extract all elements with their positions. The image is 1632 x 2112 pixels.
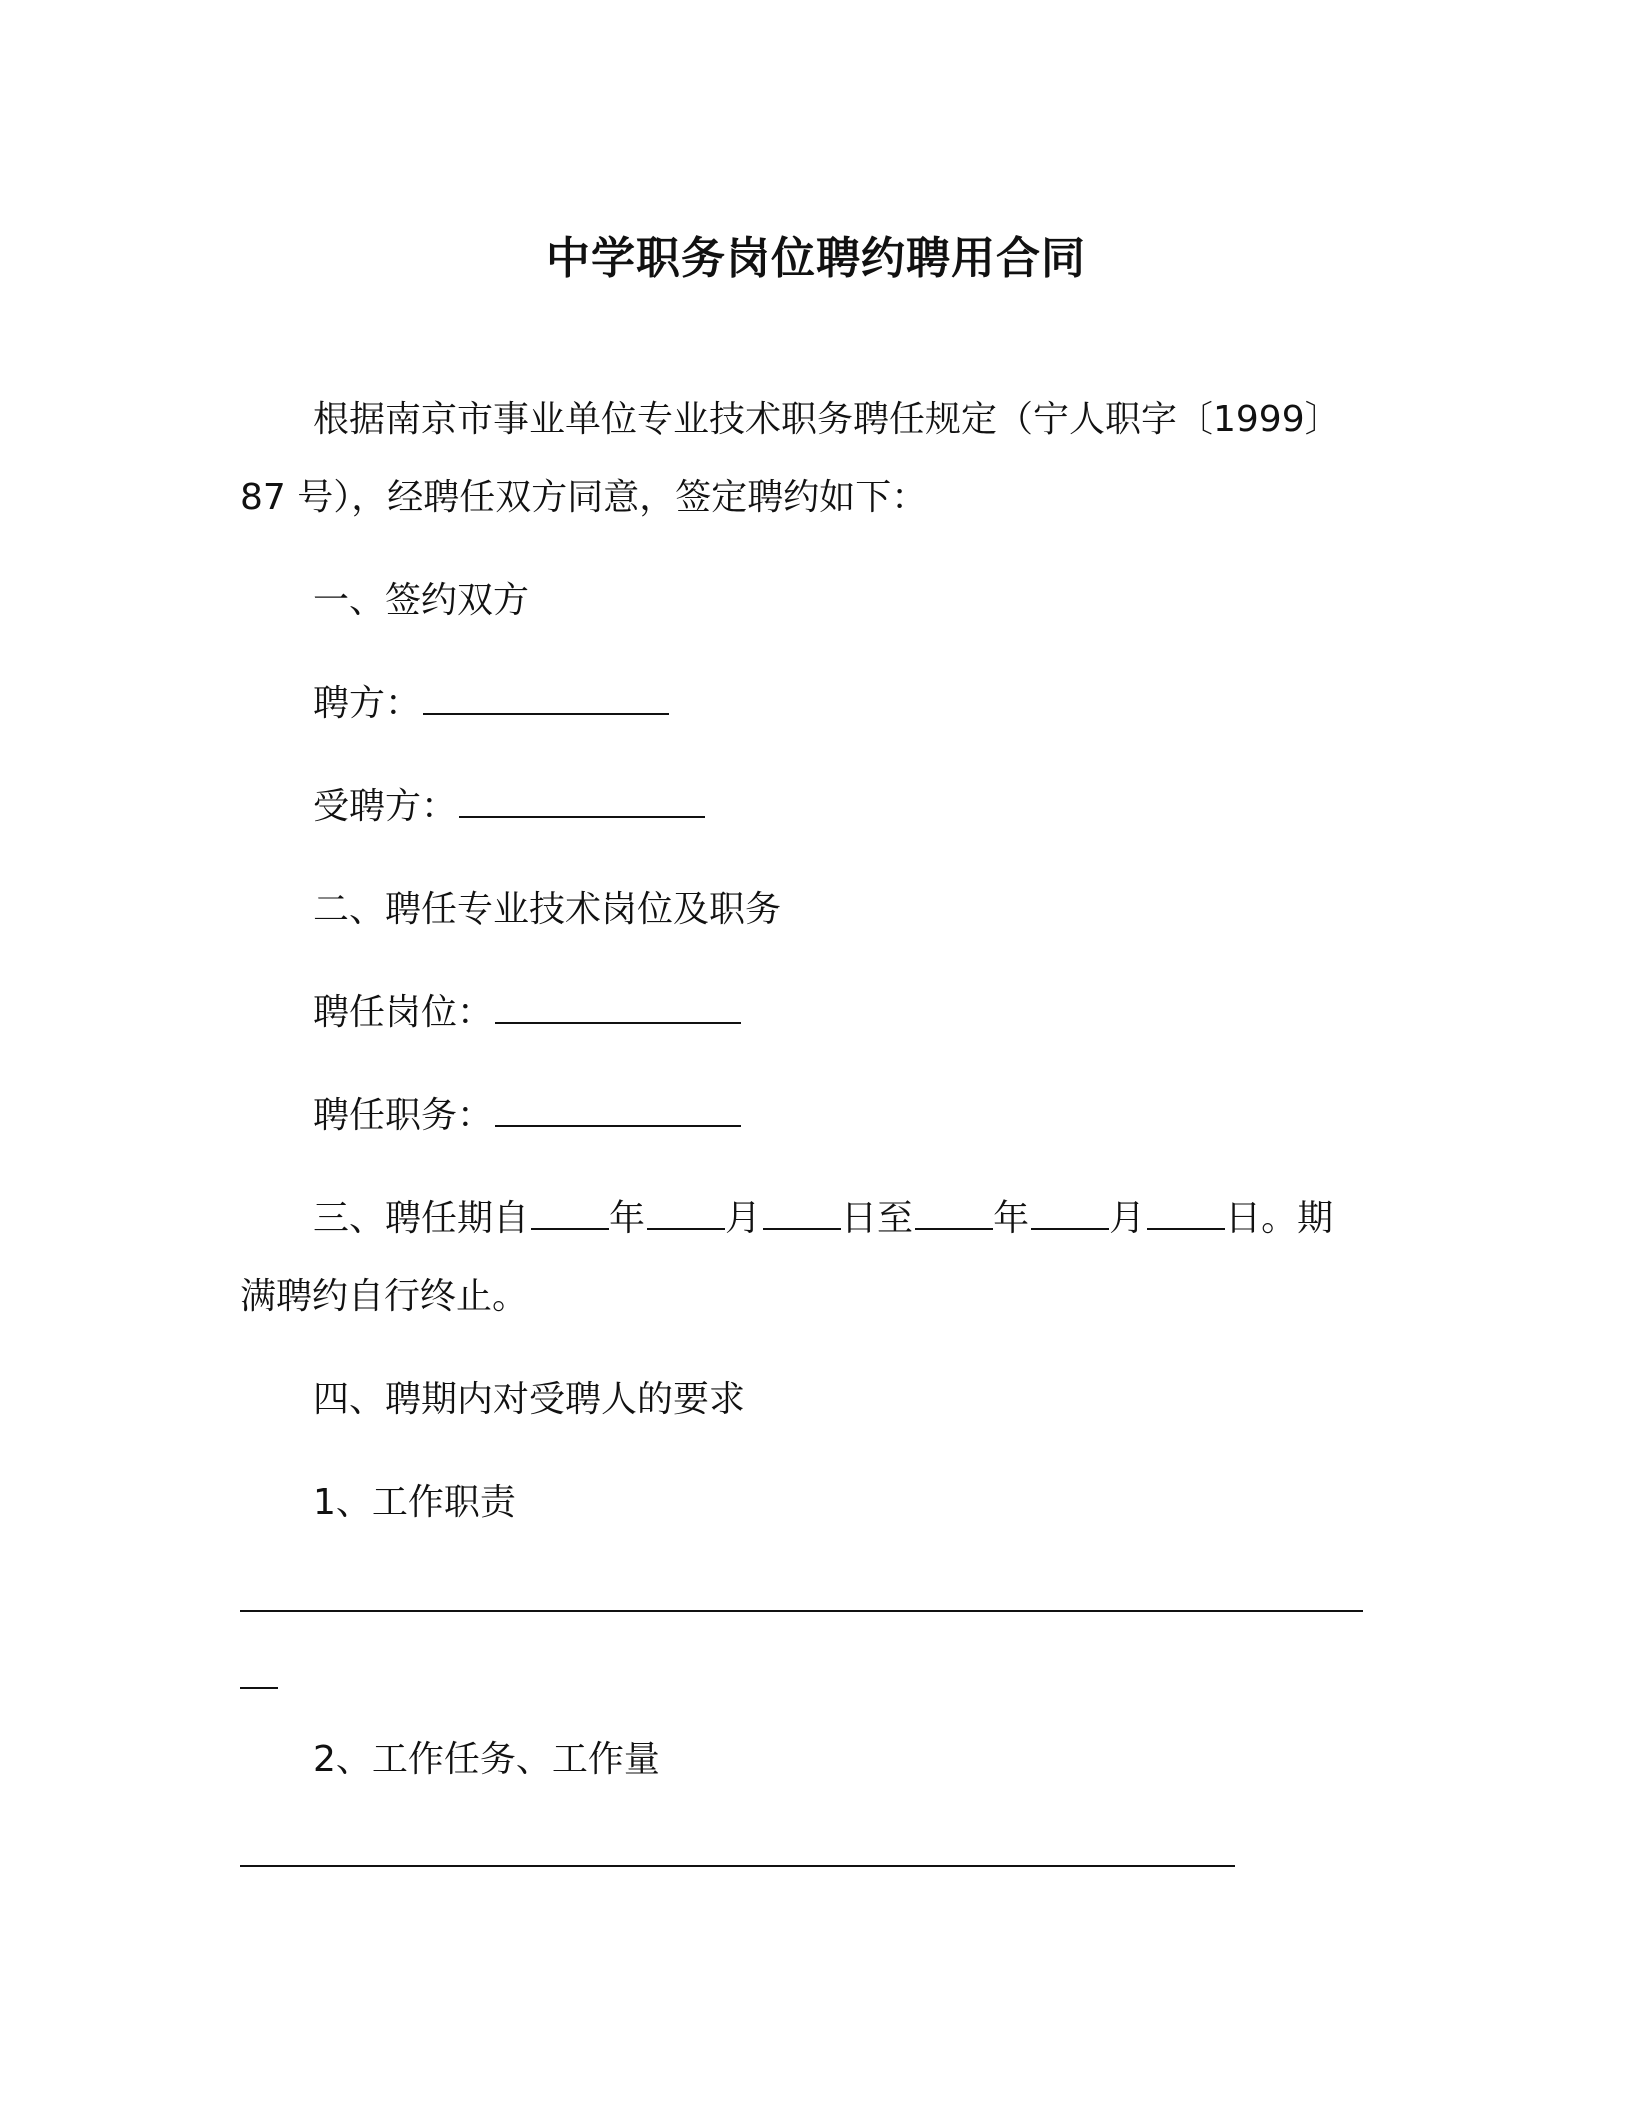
start-year-label: 年 xyxy=(609,1198,646,1239)
employee-label: 受聘方： xyxy=(313,786,458,827)
employer-label: 聘方： xyxy=(313,683,422,724)
duty-label: 聘任职务： xyxy=(313,1095,494,1136)
duties-answer-line-2[interactable] xyxy=(240,1687,278,1689)
post-field xyxy=(313,991,741,1035)
start-month-label: 月 xyxy=(725,1198,762,1239)
section-4-heading: 四、聘期内对受聘人的要求 xyxy=(313,1379,746,1420)
term-prefix: 三、聘任期自 xyxy=(313,1198,530,1239)
requirement-item-1: 1、工作职责 xyxy=(313,1482,516,1523)
post-blank[interactable] xyxy=(495,992,741,1024)
duty-blank[interactable] xyxy=(495,1095,741,1127)
end-month-label: 月 xyxy=(1109,1198,1146,1239)
duties-answer-line-1[interactable] xyxy=(240,1610,1363,1612)
term-line-1 xyxy=(313,1197,1333,1241)
document-title: 中学职务岗位聘约聘用合同 xyxy=(546,233,1086,284)
employee-blank[interactable] xyxy=(459,786,705,818)
employer-blank[interactable] xyxy=(423,683,669,715)
duty-field xyxy=(313,1094,741,1138)
end-day-label: 日。期 xyxy=(1225,1198,1334,1239)
tasks-answer-line[interactable] xyxy=(240,1865,1235,1867)
section-1-heading: 一、签约双方 xyxy=(313,580,530,621)
end-year-blank[interactable] xyxy=(915,1198,993,1230)
end-day-blank[interactable] xyxy=(1147,1198,1225,1230)
intro-line-2: 87 号），经聘任双方同意，签定聘约如下： xyxy=(240,477,928,518)
post-label: 聘任岗位： xyxy=(313,992,494,1033)
start-day-blank[interactable] xyxy=(763,1198,841,1230)
end-month-blank[interactable] xyxy=(1031,1198,1109,1230)
employer-field xyxy=(313,682,669,726)
start-month-blank[interactable] xyxy=(647,1198,725,1230)
term-line-2: 满聘约自行终止。 xyxy=(240,1276,529,1317)
end-year-label: 年 xyxy=(993,1198,1030,1239)
section-2-heading: 二、聘任专业技术岗位及职务 xyxy=(313,889,782,930)
intro-line-1: 根据南京市事业单位专业技术职务聘任规定（宁人职字〔1999〕 xyxy=(313,399,1341,440)
requirement-item-2: 2、工作任务、工作量 xyxy=(313,1739,660,1780)
start-day-label: 日至 xyxy=(841,1198,914,1239)
start-year-blank[interactable] xyxy=(531,1198,609,1230)
employee-field xyxy=(313,785,705,829)
